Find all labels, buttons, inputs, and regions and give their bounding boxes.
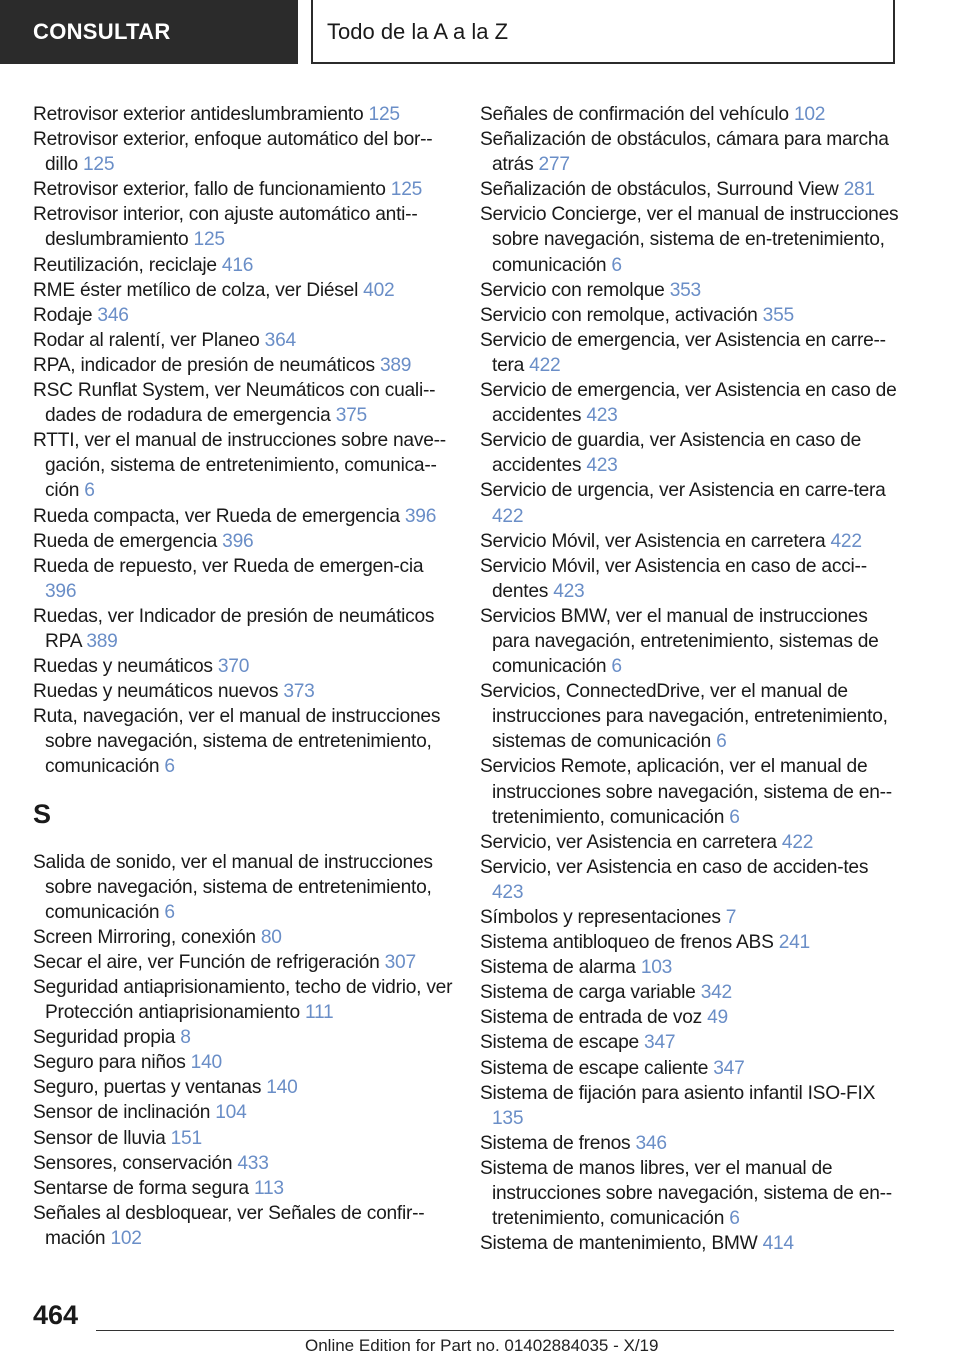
index-entry xyxy=(33,704,453,779)
page-reference-link[interactable]: 346 xyxy=(635,1132,667,1154)
page-reference-link[interactable]: 277 xyxy=(538,154,570,176)
index-entry-text: Servicio con remolque xyxy=(480,279,665,301)
index-entry-text: Ruedas y neumáticos nuevos xyxy=(33,681,279,703)
index-entry xyxy=(480,1081,900,1131)
index-entry xyxy=(33,1126,453,1151)
index-entry-text: Sistema de entrada de voz xyxy=(480,1007,703,1029)
index-entry xyxy=(480,202,900,277)
page-reference-link[interactable]: 375 xyxy=(335,405,367,427)
section-tab: CONSULTAR xyxy=(0,0,298,64)
page-reference-link[interactable]: 104 xyxy=(215,1102,247,1124)
index-entry-text: Sistema de fijación para asiento infantil ISO-FIX xyxy=(480,1082,876,1104)
index-entry xyxy=(480,830,900,855)
page-reference-link[interactable]: 80 xyxy=(260,926,282,948)
page-reference-link[interactable]: 423 xyxy=(586,405,618,427)
index-entry xyxy=(480,177,900,202)
index-entry xyxy=(480,378,900,428)
page-reference-link[interactable]: 422 xyxy=(781,831,814,853)
index-entry xyxy=(33,925,453,950)
index-column-left xyxy=(33,102,453,1251)
index-entry-text: Ruedas, ver Indicador de presión de neumáticos RPA xyxy=(33,605,435,652)
page-reference-link[interactable]: 241 xyxy=(778,932,810,954)
page-reference-link[interactable]: 151 xyxy=(170,1127,202,1149)
index-entry xyxy=(33,1151,453,1176)
index-entry xyxy=(480,278,900,303)
index-entry-text: Sensor de inclinación xyxy=(33,1102,211,1124)
index-entry xyxy=(480,1030,900,1055)
index-entry xyxy=(480,855,900,905)
index-entry-text: Sistema de carga variable xyxy=(480,982,696,1004)
index-entry xyxy=(480,102,900,127)
index-entry xyxy=(33,253,453,278)
page-reference-link[interactable]: 342 xyxy=(700,982,732,1004)
index-entry-text: Rodar al ralentí, ver Planeo xyxy=(33,329,260,351)
index-entry-text: Señales de confirmación del vehículo xyxy=(480,104,789,125)
index-entry xyxy=(33,1201,453,1251)
page-reference-link[interactable]: 6 xyxy=(611,656,622,678)
index-entry xyxy=(480,955,900,980)
page-reference-link[interactable]: 423 xyxy=(553,580,585,602)
index-entry-text: Ruedas y neumáticos xyxy=(33,656,213,678)
index-entry xyxy=(33,303,453,328)
page-reference-link[interactable]: 102 xyxy=(793,104,826,125)
page-reference-link[interactable]: 6 xyxy=(611,254,622,276)
index-entry-text: Servicio Móvil, ver Asistencia en caso de acci-dentes xyxy=(480,555,868,602)
index-entry-text: Servicios BMW, ver el manual de instrucciones para navegación, entretenimiento, sistemas de comunicación xyxy=(480,605,879,678)
page-reference-link[interactable]: 402 xyxy=(363,279,395,301)
index-entry xyxy=(33,679,453,704)
index-entry-text: Servicio de urgencia, ver Asistencia en carre-tera xyxy=(480,480,886,502)
index-entry xyxy=(33,1025,453,1050)
page-reference-link[interactable]: 364 xyxy=(264,329,296,351)
index-entry xyxy=(33,177,453,202)
index-entry-text: Servicios, ConnectedDrive, ver el manual de instrucciones para navegación, entretenimiento, sistemas de comunicación xyxy=(480,681,888,753)
index-entry-text: Seguro para niños xyxy=(33,1052,186,1074)
index-entry xyxy=(480,127,900,177)
page-reference-link[interactable]: 6 xyxy=(164,901,175,923)
index-entry xyxy=(480,529,900,554)
index-entry-text: Servicio Móvil, ver Asistencia en carretera xyxy=(480,530,826,552)
index-entry xyxy=(480,554,900,604)
index-list-r xyxy=(33,102,453,780)
page-reference-link[interactable]: 423 xyxy=(586,455,618,477)
index-entry-text: Sistema de alarma xyxy=(480,957,636,979)
index-entry-text: Señales al desbloquear, ver Señales de confir-mación xyxy=(33,1202,425,1249)
section-letter: S xyxy=(33,798,52,829)
index-entry-text: Seguridad antiaprisionamiento, techo de vidrio, ver Protección antiaprisionamiento xyxy=(33,977,453,1024)
index-entry-text: Screen Mirroring, conexión xyxy=(33,926,256,948)
index-entry xyxy=(480,1005,900,1030)
page-reference-link[interactable]: 422 xyxy=(492,505,524,527)
index-entry-text: Sistema de mantenimiento, BMW xyxy=(480,1233,758,1255)
index-entry xyxy=(480,679,900,754)
page-reference-link[interactable]: 347 xyxy=(644,1032,676,1054)
index-entry-text: Servicio de guardia, ver Asistencia en caso de accidentes xyxy=(480,430,861,477)
page-reference-link[interactable]: 6 xyxy=(84,480,95,502)
index-entry xyxy=(480,303,900,328)
page-reference-link[interactable]: 346 xyxy=(97,304,129,326)
index-entry xyxy=(33,127,453,177)
index-list-s-continued xyxy=(480,102,900,1256)
page-reference-link[interactable]: 281 xyxy=(843,179,875,201)
index-entry xyxy=(480,428,900,478)
index-entry-text: Servicio de emergencia, ver Asistencia en carre-tera xyxy=(480,329,887,376)
page-reference-link[interactable]: 416 xyxy=(221,254,254,276)
index-entry-text: Rodaje xyxy=(33,304,93,326)
page-reference-link[interactable]: 414 xyxy=(762,1233,794,1255)
index-entry xyxy=(33,278,453,303)
index-entry xyxy=(33,529,453,554)
page-reference-link[interactable]: 103 xyxy=(640,957,673,979)
footer-rule xyxy=(96,1330,894,1331)
index-entry xyxy=(480,1231,900,1256)
page-reference-link[interactable]: 111 xyxy=(304,1002,334,1024)
page-reference-link[interactable]: 6 xyxy=(729,806,740,828)
footer-edition-text: Online Edition for Part no. 01402884035 - X/19 xyxy=(305,1336,659,1355)
page-reference-link[interactable]: 125 xyxy=(82,154,115,176)
page-reference-link[interactable]: 307 xyxy=(384,951,416,973)
index-entry-text: Servicio de emergencia, ver Asistencia en caso de accidentes xyxy=(480,380,897,427)
page-reference-link[interactable]: 353 xyxy=(669,279,701,301)
index-entry xyxy=(33,654,453,679)
index-entry-text: Rueda de emergencia xyxy=(33,530,218,552)
index-entry-text: RTTI, ver el manual de instrucciones sobre nave-gación, sistema de entretenimiento, comunica-ción xyxy=(33,430,447,502)
index-entry-text: Servicio con remolque, activación xyxy=(480,304,758,326)
index-entry-text: Retrovisor exterior, enfoque automático del bor-dillo xyxy=(33,129,433,176)
page-reference-link[interactable]: 389 xyxy=(86,630,118,652)
index-entry xyxy=(480,604,900,679)
index-entry xyxy=(33,554,453,604)
page-reference-link[interactable]: 49 xyxy=(707,1007,728,1029)
index-entry-text: Seguro, puertas y ventanas xyxy=(33,1077,262,1099)
index-entry-text: RPA, indicador de presión de neumáticos xyxy=(33,354,375,376)
index-entry xyxy=(33,1100,453,1125)
index-entry-text: Símbolos y representaciones xyxy=(480,907,721,928)
index-entry-text: Sentarse de forma segura xyxy=(33,1177,249,1199)
index-entry-text: Secar el aire, ver Función de refrigeración xyxy=(33,951,380,973)
index-entry xyxy=(33,353,453,378)
page-reference-link[interactable]: 433 xyxy=(237,1152,269,1174)
index-entry-text: Sistema de frenos xyxy=(480,1132,631,1154)
page-reference-link[interactable]: 422 xyxy=(529,354,561,376)
page-reference-link[interactable]: 140 xyxy=(190,1052,222,1074)
page-reference-link[interactable]: 347 xyxy=(713,1057,745,1079)
page-header xyxy=(0,0,960,66)
page-reference-link[interactable]: 389 xyxy=(379,354,412,376)
page-reference-link[interactable]: 6 xyxy=(716,731,727,753)
index-entry-text: Servicios Remote, aplicación, ver el manual de instrucciones sobre navegación, sistema de en-tretenimiento, comunicación xyxy=(480,756,893,828)
index-entry-text: Sistema de escape xyxy=(480,1032,639,1054)
index-entry-text: Sistema antibloqueo de frenos ABS xyxy=(480,932,774,954)
index-entry-text: Rueda de repuesto, ver Rueda de emergen-cia xyxy=(33,555,424,577)
page-reference-link[interactable]: 125 xyxy=(193,229,225,251)
index-entry-text: Servicio, ver Asistencia en carretera xyxy=(480,831,777,853)
index-entry-text: Servicio, ver Asistencia en caso de acciden-tes xyxy=(480,856,869,878)
page-reference-link[interactable]: 125 xyxy=(390,179,423,201)
index-entry xyxy=(33,504,453,529)
index-entry-text: Reutilización, reciclaje xyxy=(33,254,217,276)
page-reference-link[interactable]: 373 xyxy=(283,681,315,703)
index-entry xyxy=(480,754,900,829)
index-entry-text: Retrovisor interior, con ajuste automático anti-deslumbramiento xyxy=(33,204,418,251)
index-entry xyxy=(480,328,900,378)
index-entry xyxy=(480,980,900,1005)
index-entry-text: Sensor de lluvia xyxy=(33,1127,166,1149)
index-list-s xyxy=(33,850,453,1252)
index-entry xyxy=(33,604,453,654)
topic-tab: Todo de la A a la Z xyxy=(311,0,895,64)
index-entry-text: Retrovisor exterior antideslumbramiento xyxy=(33,104,364,125)
index-entry xyxy=(480,478,900,528)
index-entry xyxy=(33,950,453,975)
page-number: 464 xyxy=(33,1300,79,1330)
index-entry xyxy=(33,1050,453,1075)
index-entry-text: Señalización de obstáculos, Surround View xyxy=(480,179,839,201)
page-reference-link[interactable]: 423 xyxy=(492,881,524,903)
index-entry xyxy=(33,1176,453,1201)
index-entry xyxy=(480,1156,900,1231)
page-reference-link[interactable]: 7 xyxy=(725,907,737,928)
page-reference-link[interactable]: 370 xyxy=(217,656,250,678)
page-reference-link[interactable]: 396 xyxy=(222,530,254,552)
page-reference-link[interactable]: 6 xyxy=(164,756,175,778)
index-entry xyxy=(33,975,453,1025)
page-reference-link[interactable]: 396 xyxy=(45,580,77,602)
index-entry xyxy=(33,202,453,252)
page-reference-link[interactable]: 125 xyxy=(368,104,400,125)
index-entry-text: Seguridad propia xyxy=(33,1027,176,1049)
index-entry xyxy=(33,1075,453,1100)
index-entry xyxy=(480,1056,900,1081)
page-reference-link[interactable]: 8 xyxy=(180,1027,191,1049)
index-entry xyxy=(33,378,453,428)
index-entry xyxy=(33,428,453,503)
index-entry xyxy=(480,930,900,955)
index-entry-text: Sistema de manos libres, ver el manual de instrucciones sobre navegación, sistema de en-tretenimiento, comunicación xyxy=(480,1157,893,1230)
index-entry xyxy=(33,328,453,353)
page-reference-link[interactable]: 135 xyxy=(492,1107,524,1129)
index-entry-text: Servicio Concierge, ver el manual de instrucciones sobre navegación, sistema de en-tretenimiento, comunicación xyxy=(480,204,899,276)
index-entry-text: RME éster metílico de colza, ver Diésel xyxy=(33,279,359,301)
page-reference-link[interactable]: 140 xyxy=(266,1077,298,1099)
index-column-right xyxy=(480,102,900,1256)
index-entry-text: Retrovisor exterior, fallo de funcionamiento xyxy=(33,179,386,201)
index-entry-text: Señalización de obstáculos, cámara para marcha atrás xyxy=(480,129,889,176)
index-entry xyxy=(480,1131,900,1156)
index-entry-text: Rueda compacta, ver Rueda de emergencia xyxy=(33,505,400,527)
index-entry-text: Sensores, conservación xyxy=(33,1152,233,1174)
page-reference-link[interactable]: 113 xyxy=(253,1177,284,1199)
page-reference-link[interactable]: 422 xyxy=(830,530,862,552)
page-reference-link[interactable]: 396 xyxy=(404,505,437,527)
page-reference-link[interactable]: 355 xyxy=(762,304,794,326)
index-entry xyxy=(33,850,453,925)
page-reference-link[interactable]: 6 xyxy=(729,1208,740,1230)
index-entry-text: Sistema de escape caliente xyxy=(480,1057,709,1079)
index-entry-text: Ruta, navegación, ver el manual de instrucciones sobre navegación, sistema de entretenimiento, comunicación xyxy=(33,706,441,778)
index-entry xyxy=(33,102,453,127)
index-entry-text: Salida de sonido, ver el manual de instrucciones sobre navegación, sistema de entretenimiento, comunicación xyxy=(33,851,433,923)
index-entry-text: RSC Runflat System, ver Neumáticos con cuali-dades de rodadura de emergencia xyxy=(33,380,436,427)
index-entry xyxy=(480,905,900,930)
page-reference-link[interactable]: 102 xyxy=(110,1227,142,1249)
